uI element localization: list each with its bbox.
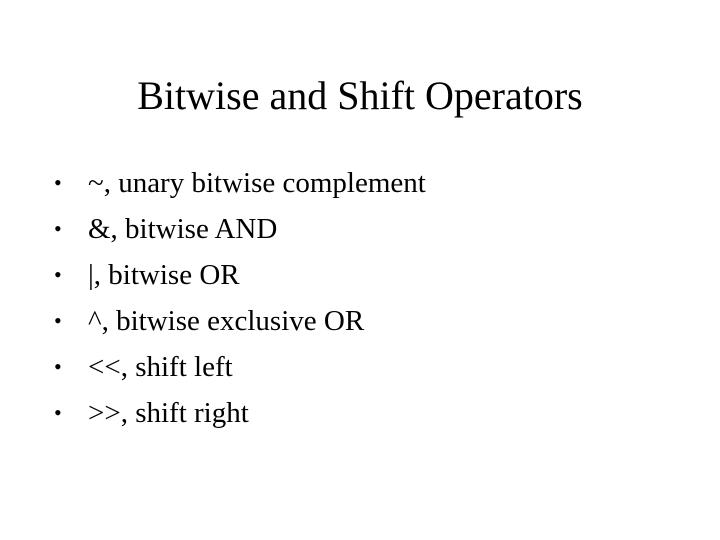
bullet-item-or [54, 252, 426, 298]
bullet-icon: • [54, 400, 62, 425]
bullet-list [54, 160, 426, 436]
bullet-text: ^, bitwise exclusive OR [88, 305, 365, 337]
bullet-icon: • [54, 354, 62, 379]
bullet-text: &, bitwise AND [88, 213, 278, 245]
slide-title: Bitwise and Shift Operators [137, 73, 583, 118]
bullet-item-shift-right [54, 390, 426, 436]
bullet-icon: • [54, 216, 62, 241]
bullet-item-shift-left [54, 344, 426, 390]
bullet-icon: • [54, 308, 62, 333]
bullet-item-xor [54, 298, 426, 344]
bullet-item-and [54, 206, 426, 252]
bullet-icon: • [54, 170, 62, 195]
bullet-item-complement [54, 160, 426, 206]
bullet-icon: • [54, 262, 62, 287]
bullet-text: >>, shift right [88, 397, 249, 429]
bullet-text: |, bitwise OR [88, 259, 240, 291]
bullet-text: ~, unary bitwise complement [88, 167, 426, 199]
bullet-text: <<, shift left [88, 351, 233, 383]
